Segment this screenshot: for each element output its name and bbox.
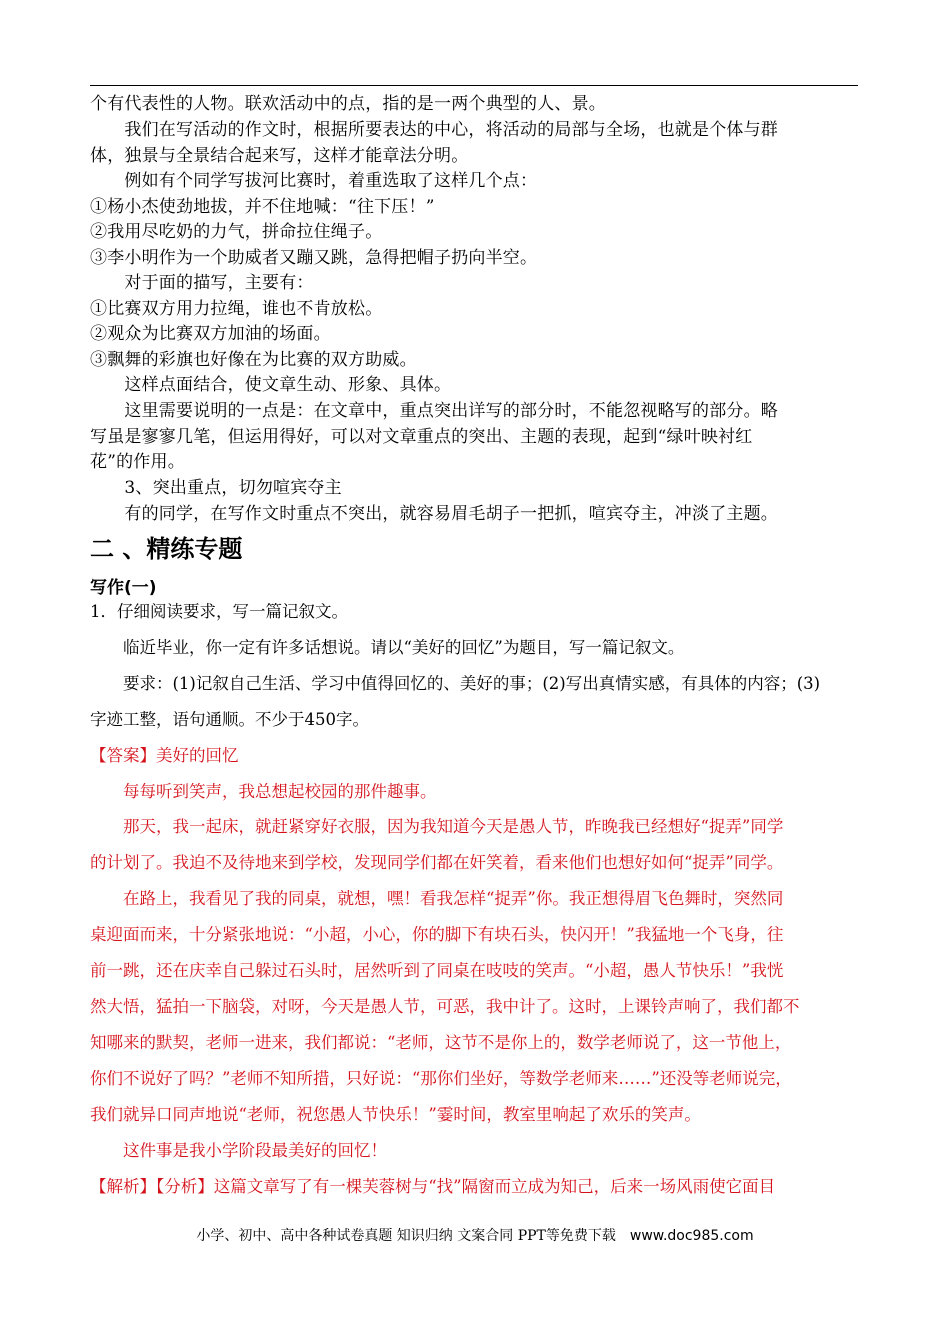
- requirement-line: 要求：(1)记叙自己生活、学习中值得回忆的、美好的事；(2)写出真情实感，有具体的内容；(3): [90, 674, 821, 693]
- list-item: ③李小明作为一个助威者又蹦又跳，急得把帽子扔向半空。: [90, 248, 538, 268]
- body-line: 3、突出重点，切勿喧宾夺主: [90, 478, 342, 498]
- answer-line: 这件事是我小学阶段最美好的回忆！: [90, 1141, 387, 1160]
- requirement-line: 字迹工整，语句通顺。不少于450字。: [90, 710, 369, 729]
- answer-line: 在路上，我看见了我的同桌，就想，嘿！看我怎样“捉弄”你。我正想得眉飞色舞时，突然同: [90, 889, 784, 908]
- body-line: 我们在写活动的作文时，根据所要表达的中心，将活动的局部与全场，也就是个体与群: [90, 120, 778, 140]
- body-line: 花”的作用。: [90, 452, 185, 472]
- footer-text: 小学、初中、高中各种试卷真题 知识归纳 文案合同 PPT等免费下载: [196, 1228, 616, 1244]
- body-line: 写虽是寥寥几笔，但运用得好，可以对文章重点的突出、主题的表现，起到“绿叶映衬红: [90, 427, 753, 447]
- answer-line: 每每听到笑声，我总想起校园的那件趣事。: [90, 782, 437, 801]
- footer-url[interactable]: www.doc985.com: [629, 1228, 754, 1244]
- answer-line: 的计划了。我迫不及待地来到学校，发现同学们都在奸笑着，看来他们也想好如何“捉弄”同学。: [90, 853, 784, 872]
- answer-line: 桌迎面而来，十分紧张地说：“小超，小心，你的脚下有块石头，快闪开！”我猛地一个飞身，往: [90, 925, 784, 944]
- body-line: 个有代表性的人物。联欢活动中的点，指的是一两个典型的人、景。: [90, 94, 606, 114]
- body-line: 对于面的描写，主要有：: [90, 273, 314, 293]
- list-item: ②观众为比赛双方加油的场面。: [90, 324, 331, 344]
- body-line: 体，独景与全景结合起来写，这样才能章法分明。: [90, 146, 469, 166]
- answer-line: 前一跳，还在庆幸自己躲过石头时，居然听到了同桌在吱吱的笑声。“小超，愚人节快乐！”我恍: [90, 961, 784, 980]
- section-title: 二 、精练专题: [90, 535, 243, 563]
- prompt-line: 临近毕业，你一定有许多话想说。请以“美好的回忆”为题目，写一篇记叙文。: [90, 638, 685, 657]
- body-line: 有的同学，在写作文时重点不突出，就容易眉毛胡子一把抓，喧宾夺主，冲淡了主题。: [90, 504, 778, 524]
- analysis-line: 【解析】【分析】这篇文章写了有一棵芙蓉树与“找”隔窗而立成为知己，后来一场风雨使它面目: [90, 1177, 776, 1196]
- answer-line: 然大悟，猛拍一下脑袋，对呀，今天是愚人节，可恶，我中计了。这时，上课铃声响了，我们都不: [90, 997, 800, 1016]
- answer-heading: 【答案】美好的回忆: [90, 746, 239, 765]
- list-item: ①比赛双方用力拉绳，谁也不肯放松。: [90, 299, 383, 319]
- answer-line: 你们不说好了吗？”老师不知所措，只好说：“那你们坐好，等数学老师来……”还没等老师说完，: [90, 1069, 792, 1088]
- section-subtitle: 写作(一): [90, 578, 157, 598]
- answer-line: 那天，我一起床，就赶紧穿好衣服，因为我知道今天是愚人节，昨晚我已经想好“捉弄”同学: [90, 817, 784, 836]
- header-rule: [90, 85, 858, 86]
- body-line: 这样点面结合，使文章生动、形象、具体。: [90, 375, 452, 395]
- question-line: 1．仔细阅读要求，写一篇记叙文。: [90, 602, 348, 621]
- list-item: ②我用尽吃奶的力气，拼命拉住绳子。: [90, 222, 383, 242]
- body-line: 这里需要说明的一点是：在文章中，重点突出详写的部分时，不能忽视略写的部分。略: [90, 401, 778, 421]
- footer: [0, 1226, 950, 1246]
- answer-line: 我们就异口同声地说“老师，祝您愚人节快乐！”霎时间，教室里响起了欢乐的笑声。: [90, 1105, 701, 1124]
- list-item: ①杨小杰使劲地拔，并不住地喊：“往下压！”: [90, 197, 435, 217]
- body-line: 例如有个同学写拔河比赛时，着重选取了这样几个点：: [90, 171, 538, 191]
- answer-line: 知哪来的默契，老师一进来，我们都说：“老师，这节不是你上的，数学老师说了，这一节他上，: [90, 1033, 792, 1052]
- list-item: ③飘舞的彩旗也好像在为比赛的双方助威。: [90, 350, 417, 370]
